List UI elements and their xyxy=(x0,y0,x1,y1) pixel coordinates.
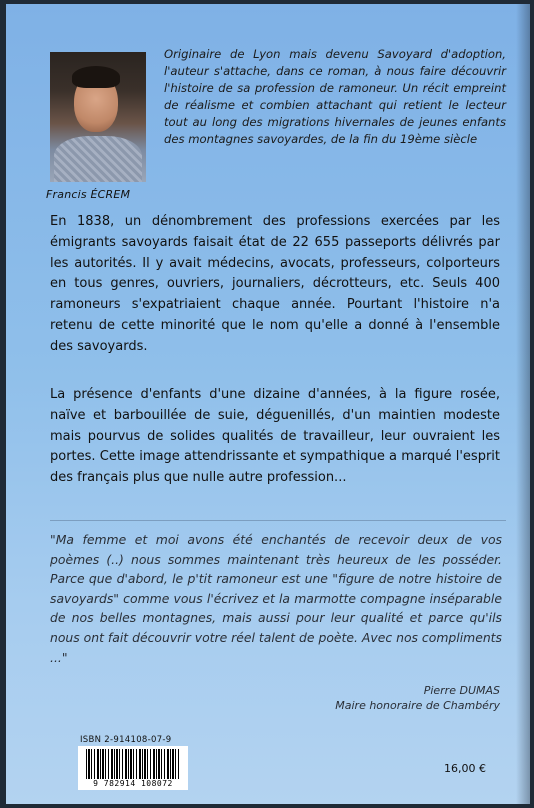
price: 16,00 € xyxy=(444,762,486,775)
section-divider xyxy=(50,520,506,521)
body-paragraph-2: La présence d'enfants d'une dizaine d'années, à la figure rosée, naïve et barbouillée de suie, déguenillés, d'un maintien modeste mais pourvus de solides qualités de travailleur, leur ouvraient les portes. Cette image attendrissante et sympathique a marqué l'esprit des français plus que nulle autre profession... xyxy=(50,387,500,486)
author-intro-text: Originaire de Lyon mais devenu Savoyard d'adoption, l'auteur s'attache, dans ce roman, à nous faire découvrir l'histoire de sa profession de ramoneur. Un récit empreint de réalisme et combien attachant qui retient le lecteur tout au long des migrations hivernales de jeunes enfants des montagnes savoyardes, de la fin du 19ème siècle xyxy=(164,47,506,146)
testimonial-quote: "Ma femme et moi avons été enchantés de recevoir deux de vos poèmes (..) nous sommes maintenant très heureux de les posséder. Parce que d'abord, le p'tit ramoneur est une "figure de notre histoire de savoyards" comme vous l'écrivez et la marmotte compagne inséparable de nos belles montagnes, mais aussi pour leur qualité et parce qu'ils nous ont fait découvrir votre réel talent de poète. Avec nos compliments ..." xyxy=(50,532,502,665)
back-cover xyxy=(6,4,530,804)
author-photo-hair xyxy=(72,66,120,88)
author-photo-shirt xyxy=(54,136,142,182)
body-paragraph-1: En 1838, un dénombrement des professions exercées par les émigrants savoyards faisait état de 22 655 passeports délivrés par les autorités. Il y avait médecins, avocats, professeurs, colporteurs en tous genres, ouvriers, journaliers, décrotteurs, etc. Seuls 400 ramoneurs s'expatriaient chaque année. Pourtant l'histoire n'a retenu de cette minorité que le nom qu'elle a donné à l'ensemble des savoyards. xyxy=(50,214,500,354)
barcode xyxy=(78,746,188,790)
isbn-label: ISBN 2-914108-07-9 xyxy=(80,735,172,745)
signature-title: Maire honoraire de Chambéry xyxy=(335,699,500,712)
barcode-bars xyxy=(86,749,180,779)
barcode-digits: 9 782914 108072 xyxy=(93,779,173,788)
author-photo xyxy=(50,52,146,182)
author-caption: Francis ÉCREM xyxy=(46,188,131,201)
signature-name: Pierre DUMAS xyxy=(423,684,500,697)
